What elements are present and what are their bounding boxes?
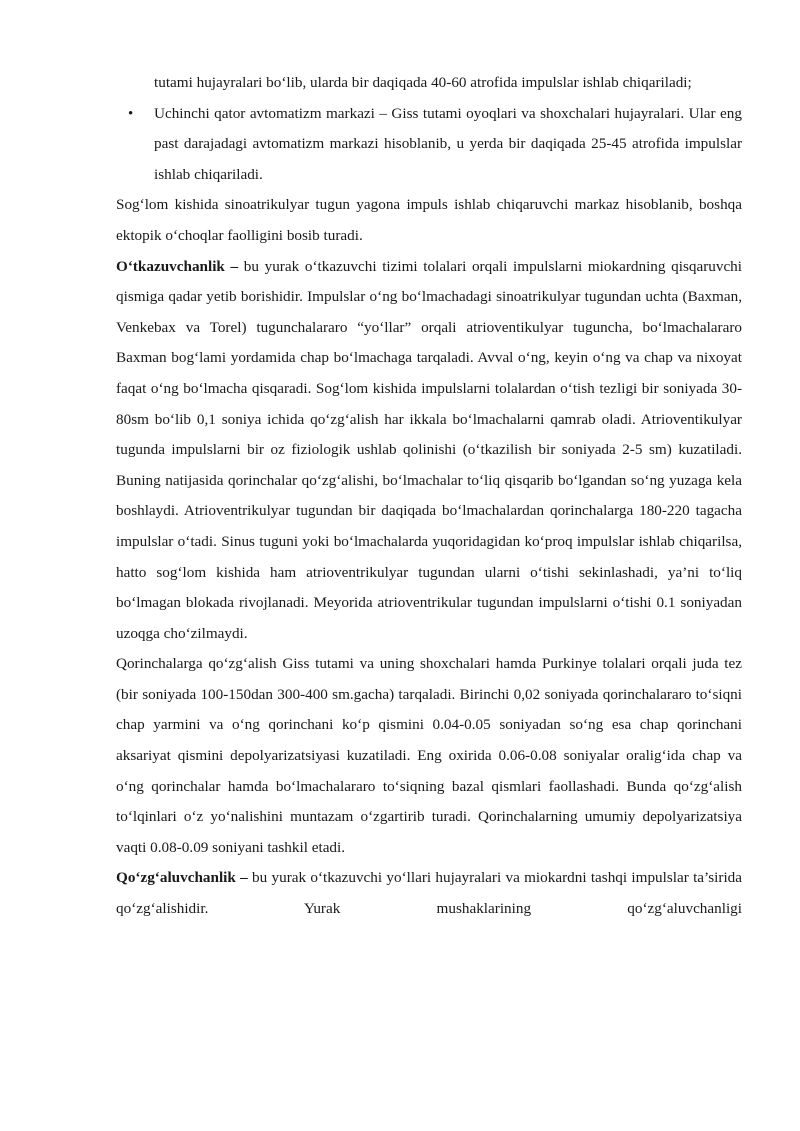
bullet-text: Uchinchi qator avtomatizm markazi – Giss tutami oyoqlari va shoxchalari hujayralari. Ular eng past darajadagi avtomatizm markazi hisoblanib, u yerda bir daqiqada 25-45 atrofida impulslar ishlab chiqariladi. bbox=[154, 104, 742, 183]
term-excitability: Qo‘zg‘aluvchanlik – bbox=[116, 869, 248, 887]
excitability-text: bu yurak o‘tkazuvchi yo‘llari hujayralari va miokardni tashqi impulslar ta’sirida qo‘zg‘alishidir. Yurak mushaklarining qo‘zg‘aluvchanligi bbox=[116, 869, 743, 918]
conduction-text: bu yurak o‘tkazuvchi tizimi tolalari orqali impulslarni miokardning qisqaruvchi qismiga qadar yetib borishidir. Impulslar o‘ng bo‘lmachadagi sinoatrikulyar tugundan uchta (Baxman, Venkebax va Torel) tugunchalararo “yo‘llar” orqali atrioventikulyar tuguncha, bo‘lmachalararo Baxman bog‘lami yordamida chap bo‘lmachaga tarqaladi. Avval o‘ng, keyin o‘ng va chap va nixoyat faqat o‘ng bo‘lmacha qisqaradi. Sog‘lom kishida impulslarni tolalardan o‘tish tezligi bir soniyada 30-80sm bo‘lib 0,1 soniya ichida qo‘zg‘alish har ikkala bo‘lmachalarni qamrab oladi. Atrioventikulyar tugunda impulslarni bir oz fiziologik ushlab qolinishi (o‘tkazilish bir soniyada 2-5 sm) kuzatiladi. Buning natijasida qorinchalar qo‘zg‘alishi, bo‘lmachalar to‘liq qisqarib bo‘lgandan so‘ng yuzaga kela boshlaydi. Atrioventrikulyar tugundan bir daqiqada bo‘lmachalardan qorinchalarga 180-220 tagacha impulslar o‘tadi. Sinus tuguni yoki bo‘lmachalarda yuqoridagidan ko‘proq impulslar ishlab chiqarilsa, hatto sog‘lom kishida ham atrioventrikulyar tugundan ularni o‘tishi sekinlashadi, ya’ni to‘liq bo‘lmagan blokada rivojlanadi. Meyorida atrioventrikular tugundan impulslarni o‘tishi 0.1 soniyadan uzoqga cho‘zilmaydi. bbox=[116, 257, 742, 642]
paragraph-ventricles: Qorinchalarga qo‘zg‘alish Giss tutami va uning shoxchalari hamda Purkinye tolalari orqali juda tez (bir soniyada 100-150dan 300-400 sm.gacha) tarqaladi. Birinchi 0,02 soniyada qorinchalararo to‘siqni chap yarmini va o‘ng qorinchani ko‘p qismini 0.04-0.05 soniyadan so‘ng esa chap qorinchani aksariyat qismini depolyarizatsiyasi kuzatiladi. Eng oxirida 0.06-0.08 soniyalar oralig‘ida chap va o‘ng qorinchalar hamda bo‘lmachalararo to‘siqning bazal qismlari faollashadi. Bunda qo‘zg‘alish to‘lqinlari o‘z yo‘nalishini muntazam o‘zgartirib turadi. Qorinchalarning umumiy depolyarizatsiya vaqti 0.08-0.09 soniyani tashkil etadi. bbox=[116, 655, 742, 856]
list-item bbox=[116, 99, 742, 191]
term-conduction: O‘tkazuvchanlik – bbox=[116, 257, 239, 275]
bullet-icon: • bbox=[128, 105, 134, 122]
bullet-continuation: tutami hujayralari bo‘lib, ularda bir daqiqada 40-60 atrofida impulslar ishlab chiqariladi; bbox=[154, 74, 692, 91]
paragraph-conduction bbox=[116, 252, 742, 650]
document-body bbox=[116, 68, 742, 925]
paragraph-excitability bbox=[116, 863, 742, 924]
paragraph-sinoatrial: Sog‘lom kishida sinoatrikulyar tugun yagona impuls ishlab chiqaruvchi markaz hisoblanib, boshqa ektopik o‘choqlar faolligini bosib turadi. bbox=[116, 196, 742, 244]
